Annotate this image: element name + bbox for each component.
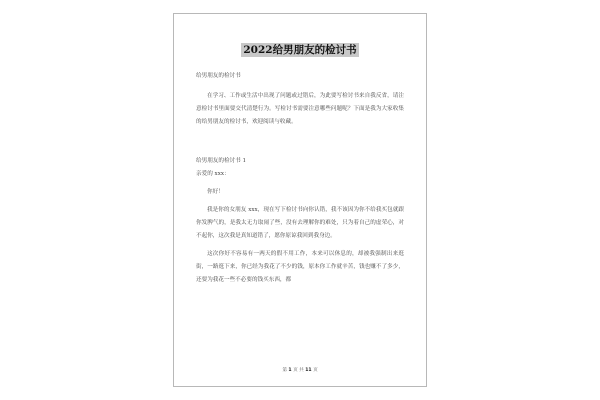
document-subtitle: 给男朋友的检讨书 (196, 73, 241, 79)
footer-suffix: 页 (313, 368, 318, 373)
document-title-wrap (174, 38, 426, 57)
footer-total-pages: 11 (305, 368, 312, 373)
body-paragraph-2: 这次你好不容易有一两天的假不用工作，本来可以休息的，却被我强制出来逛街，一路逛下来，你已经为我花了不少的钱，原本你工作就辛苦，钱也赚不了多少，还要为我花一些不必要的钱买东西，都 (196, 251, 404, 283)
section-heading: 给男朋友的检讨书 1 (196, 158, 247, 164)
intro-paragraph: 在学习、工作或生活中出现了问题或过错后，为此要写检讨书来自我反省，请注意检讨书里面要交代清楚行为。写检讨书需要注意哪些问题呢？下面是我为大家收集的给男朋友的检讨书，欢迎阅读与收藏。 (196, 93, 404, 125)
document-page (173, 13, 427, 387)
document-title: 2022给男朋友的检讨书 (243, 44, 357, 56)
body-paragraph-1: 我是你的女朋友 xxx，现在写下检讨书向你认错，我不该因为你不给我买包就跟你发脾气的，是我太无力取闹了些，没有去理解你的难处，只为着自己的虚荣心，对不起你，这次我是真知道错了，愿你原谅我回到我身边。 (196, 207, 404, 239)
footer-prefix: 第 (282, 368, 287, 373)
footer-mid: 页 共 (293, 368, 304, 373)
document-body (196, 70, 404, 287)
greeting: 你好！ (207, 189, 224, 195)
footer-current-page: 1 (288, 368, 292, 373)
page-footer (174, 367, 426, 373)
salutation: 亲爱的 xxx： (196, 171, 230, 177)
